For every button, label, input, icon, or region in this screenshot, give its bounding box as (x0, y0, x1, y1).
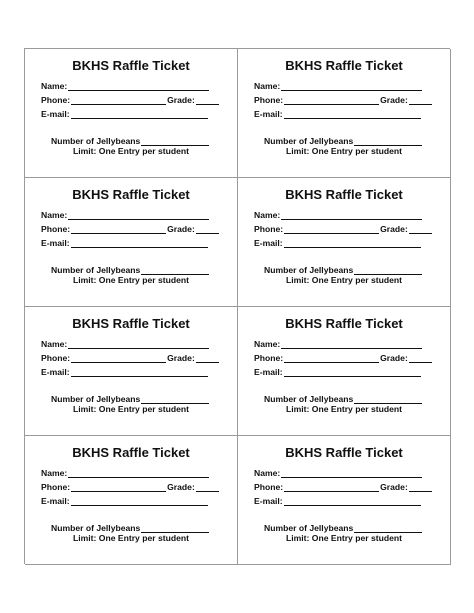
grade-label: Grade: (380, 224, 408, 234)
email-row (254, 364, 421, 377)
phone-blank-line[interactable] (71, 95, 166, 105)
phone-blank-line[interactable] (284, 95, 379, 105)
name-label: Name: (254, 210, 281, 220)
grade-blank-line[interactable] (196, 224, 219, 234)
grade-blank-line[interactable] (409, 224, 432, 234)
name-row (41, 207, 209, 220)
email-label: E-mail: (254, 496, 283, 506)
email-label: E-mail: (41, 109, 70, 119)
email-label: E-mail: (254, 238, 283, 248)
phone-row (41, 350, 219, 363)
phone-blank-line[interactable] (284, 224, 379, 234)
email-blank-line[interactable] (71, 109, 208, 119)
grade-blank-line[interactable] (409, 95, 432, 105)
name-label: Name: (41, 468, 68, 478)
phone-label: Phone: (41, 353, 71, 363)
entry-limit-note: Limit: One Entry per student (72, 404, 190, 414)
name-blank-line[interactable] (281, 210, 422, 220)
name-label: Name: (254, 468, 281, 478)
entry-limit-note: Limit: One Entry per student (285, 146, 403, 156)
name-blank-line[interactable] (281, 339, 422, 349)
phone-row (41, 221, 219, 234)
name-blank-line[interactable] (281, 468, 422, 478)
name-row (254, 207, 422, 220)
phone-row (254, 479, 432, 492)
grade-label: Grade: (167, 224, 195, 234)
raffle-ticket (238, 178, 451, 307)
phone-row (254, 221, 432, 234)
jellybeans-blank-line[interactable] (354, 523, 422, 533)
email-row (254, 235, 421, 248)
jellybeans-blank-line[interactable] (141, 523, 209, 533)
jellybeans-row (264, 262, 422, 275)
name-row (41, 336, 209, 349)
jellybeans-row (264, 520, 422, 533)
email-blank-line[interactable] (284, 109, 421, 119)
jellybeans-label: Number of Jellybeans (51, 136, 141, 146)
name-row (254, 465, 422, 478)
phone-row (41, 479, 219, 492)
name-row (41, 78, 209, 91)
grade-label: Grade: (380, 95, 408, 105)
phone-label: Phone: (254, 482, 284, 492)
email-blank-line[interactable] (284, 496, 421, 506)
jellybeans-label: Number of Jellybeans (264, 265, 354, 275)
jellybeans-row (51, 262, 209, 275)
raffle-ticket-sheet (24, 48, 450, 564)
ticket-title: BKHS Raffle Ticket (285, 187, 403, 202)
email-row (41, 235, 208, 248)
entry-limit-note: Limit: One Entry per student (285, 533, 403, 543)
phone-label: Phone: (41, 95, 71, 105)
email-blank-line[interactable] (284, 367, 421, 377)
jellybeans-row (264, 133, 422, 146)
jellybeans-row (51, 391, 209, 404)
email-blank-line[interactable] (71, 496, 208, 506)
name-label: Name: (41, 81, 68, 91)
email-label: E-mail: (41, 367, 70, 377)
jellybeans-blank-line[interactable] (354, 265, 422, 275)
ticket-title: BKHS Raffle Ticket (72, 58, 190, 73)
phone-blank-line[interactable] (71, 482, 166, 492)
phone-row (254, 350, 432, 363)
name-row (254, 336, 422, 349)
phone-blank-line[interactable] (284, 482, 379, 492)
email-row (41, 106, 208, 119)
jellybeans-label: Number of Jellybeans (51, 394, 141, 404)
phone-label: Phone: (41, 224, 71, 234)
grade-blank-line[interactable] (409, 353, 432, 363)
name-blank-line[interactable] (68, 81, 209, 91)
email-row (254, 106, 421, 119)
email-blank-line[interactable] (71, 367, 208, 377)
phone-label: Phone: (254, 95, 284, 105)
jellybeans-label: Number of Jellybeans (264, 523, 354, 533)
raffle-ticket (25, 436, 238, 565)
jellybeans-label: Number of Jellybeans (51, 265, 141, 275)
ticket-title: BKHS Raffle Ticket (72, 316, 190, 331)
ticket-title: BKHS Raffle Ticket (72, 445, 190, 460)
grade-label: Grade: (167, 353, 195, 363)
grade-blank-line[interactable] (196, 482, 219, 492)
raffle-ticket (25, 49, 238, 178)
jellybeans-label: Number of Jellybeans (264, 394, 354, 404)
name-blank-line[interactable] (68, 339, 209, 349)
name-blank-line[interactable] (281, 81, 422, 91)
email-label: E-mail: (254, 109, 283, 119)
raffle-ticket (238, 307, 451, 436)
grade-label: Grade: (167, 95, 195, 105)
grade-blank-line[interactable] (196, 353, 219, 363)
jellybeans-blank-line[interactable] (354, 394, 422, 404)
grade-label: Grade: (167, 482, 195, 492)
phone-blank-line[interactable] (71, 224, 166, 234)
raffle-ticket (25, 307, 238, 436)
name-label: Name: (41, 210, 68, 220)
raffle-ticket (25, 178, 238, 307)
name-label: Name: (254, 81, 281, 91)
raffle-ticket (238, 49, 451, 178)
grade-blank-line[interactable] (196, 95, 219, 105)
phone-label: Phone: (41, 482, 71, 492)
name-row (41, 465, 209, 478)
ticket-title: BKHS Raffle Ticket (285, 316, 403, 331)
name-blank-line[interactable] (68, 468, 209, 478)
entry-limit-note: Limit: One Entry per student (285, 404, 403, 414)
jellybeans-row (51, 520, 209, 533)
grade-label: Grade: (380, 482, 408, 492)
email-row (41, 493, 208, 506)
phone-row (41, 92, 219, 105)
jellybeans-row (264, 391, 422, 404)
raffle-ticket (238, 436, 451, 565)
email-label: E-mail: (254, 367, 283, 377)
phone-label: Phone: (254, 224, 284, 234)
email-row (41, 364, 208, 377)
grade-label: Grade: (380, 353, 408, 363)
entry-limit-note: Limit: One Entry per student (72, 533, 190, 543)
phone-label: Phone: (254, 353, 284, 363)
jellybeans-blank-line[interactable] (141, 136, 209, 146)
phone-blank-line[interactable] (284, 353, 379, 363)
jellybeans-label: Number of Jellybeans (264, 136, 354, 146)
phone-blank-line[interactable] (71, 353, 166, 363)
email-blank-line[interactable] (284, 238, 421, 248)
jellybeans-row (51, 133, 209, 146)
jellybeans-blank-line[interactable] (141, 394, 209, 404)
phone-row (254, 92, 432, 105)
jellybeans-blank-line[interactable] (141, 265, 209, 275)
email-row (254, 493, 421, 506)
entry-limit-note: Limit: One Entry per student (72, 146, 190, 156)
jellybeans-blank-line[interactable] (354, 136, 422, 146)
email-label: E-mail: (41, 238, 70, 248)
ticket-title: BKHS Raffle Ticket (72, 187, 190, 202)
email-label: E-mail: (41, 496, 70, 506)
entry-limit-note: Limit: One Entry per student (285, 275, 403, 285)
name-blank-line[interactable] (68, 210, 209, 220)
email-blank-line[interactable] (71, 238, 208, 248)
jellybeans-label: Number of Jellybeans (51, 523, 141, 533)
ticket-title: BKHS Raffle Ticket (285, 445, 403, 460)
entry-limit-note: Limit: One Entry per student (72, 275, 190, 285)
name-label: Name: (41, 339, 68, 349)
ticket-title: BKHS Raffle Ticket (285, 58, 403, 73)
grade-blank-line[interactable] (409, 482, 432, 492)
name-label: Name: (254, 339, 281, 349)
name-row (254, 78, 422, 91)
